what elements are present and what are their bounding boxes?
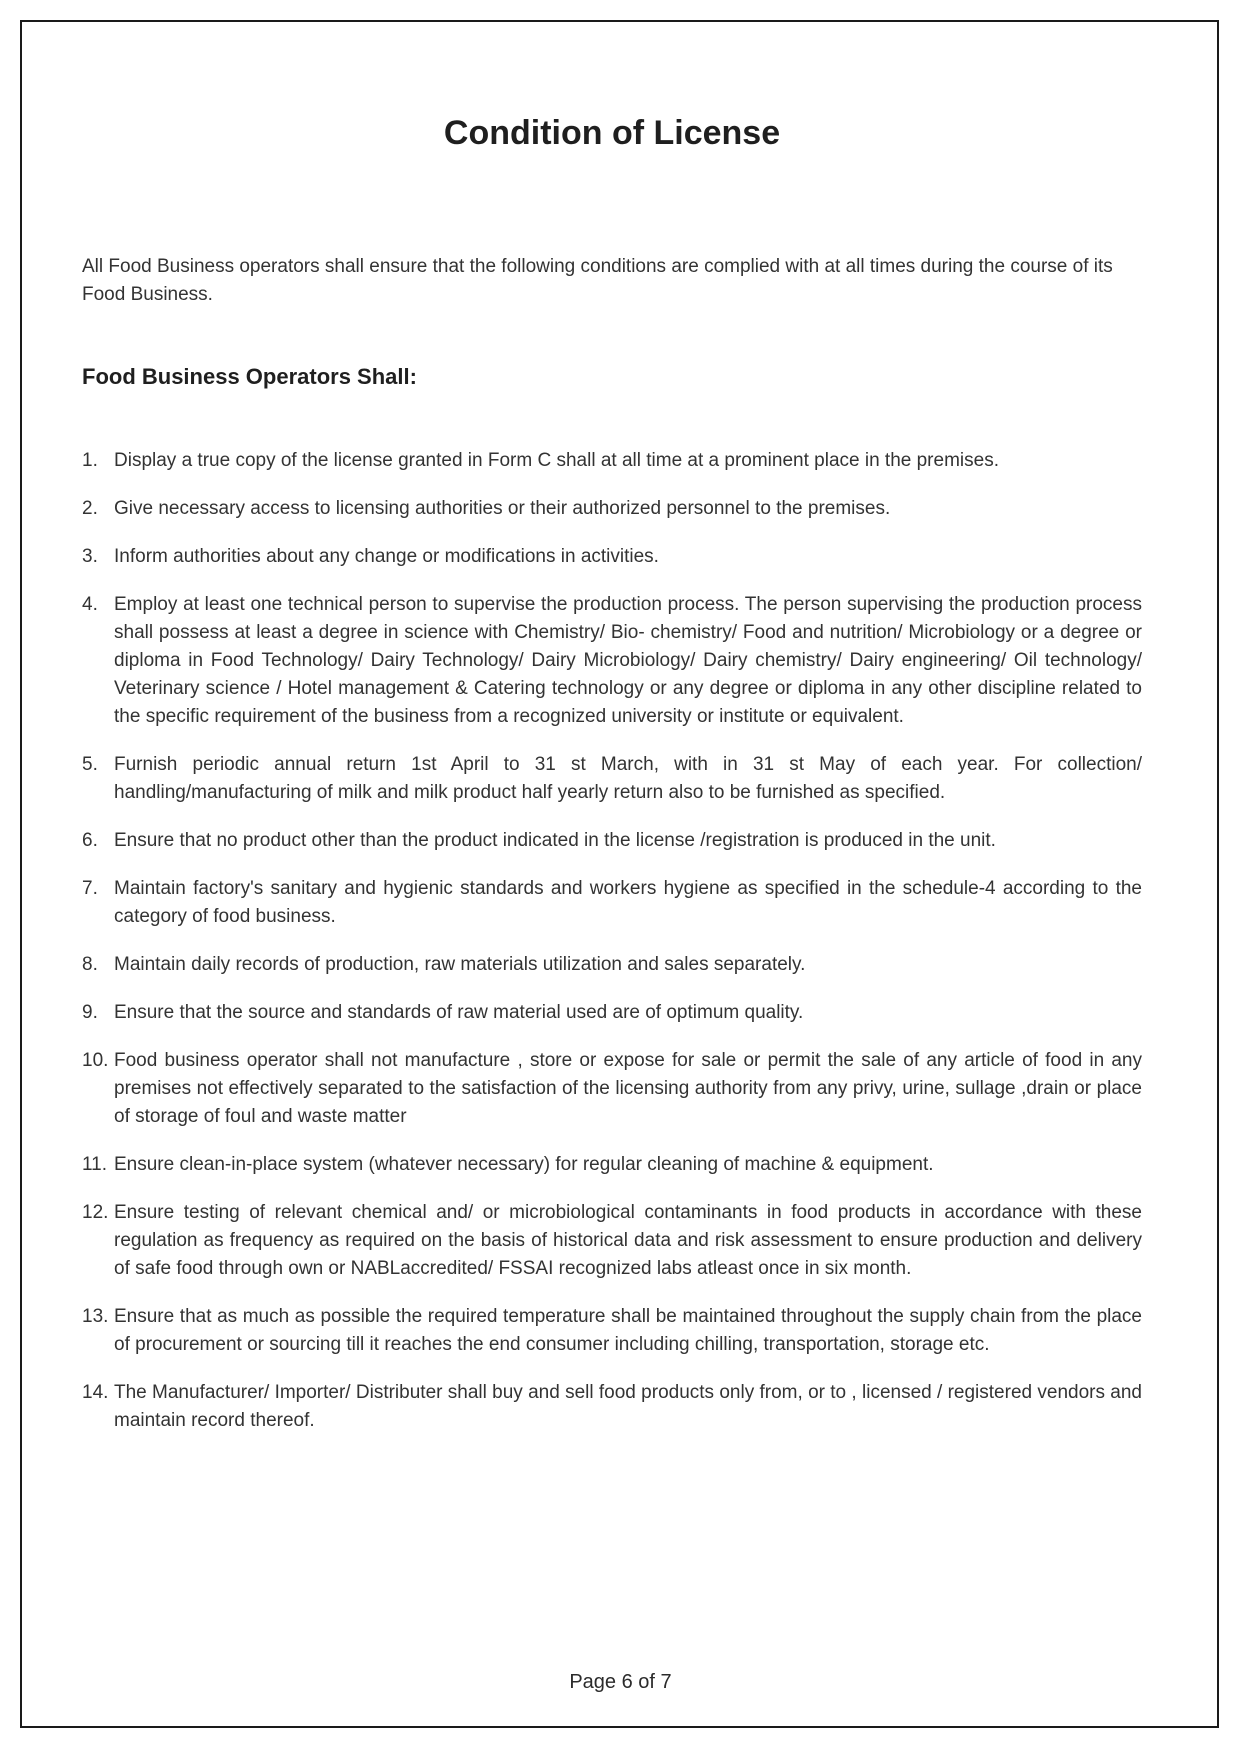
- list-item-number: 7.: [82, 878, 98, 899]
- list-item-text: Food business operator shall not manufacture , store or expose for sale or permit the sale of any article of food in any premises not effectively separated to the satisfaction of the licensing authority from any privy, urine, sullage ,drain or place of storage of foul and waste matter: [114, 1050, 1142, 1127]
- list-item-number: 9.: [82, 1002, 98, 1023]
- list-item-text: Inform authorities about any change or modifications in activities.: [114, 546, 659, 567]
- list-item-number: 5.: [82, 754, 98, 775]
- list-item-text: Ensure that the source and standards of raw material used are of optimum quality.: [114, 1002, 804, 1023]
- list-item-text: Ensure that as much as possible the required temperature shall be maintained throughout the supply chain from the place of procurement or sourcing till it reaches the end consumer including chilling, transportation, storage etc.: [114, 1306, 1142, 1355]
- list-item-number: 11.: [82, 1154, 108, 1175]
- list-item-number: 8.: [82, 954, 98, 975]
- list-item: [82, 1379, 1142, 1435]
- list-item-number: 12.: [82, 1202, 109, 1223]
- list-item-text: The Manufacturer/ Importer/ Distributer shall buy and sell food products only from, or to , licensed / registered vendors and maintain record thereof.: [114, 1382, 1142, 1431]
- list-item-number: 10.: [82, 1050, 109, 1071]
- list-item-text: Ensure testing of relevant chemical and/ or microbiological contaminants in food products in accordance with these regulation as frequency as required on the basis of historical data and risk assessment to ensure production and delivery of safe food through own or NABLaccredited/ FSSAI recognized labs atleast once in six month.: [114, 1202, 1142, 1279]
- list-item-text: Ensure clean-in-place system (whatever necessary) for regular cleaning of machine & equipment.: [114, 1154, 934, 1175]
- list-item: [82, 495, 1142, 523]
- list-item-text: Ensure that no product other than the product indicated in the license /registration is produced in the unit.: [114, 830, 996, 851]
- list-item-text: Employ at least one technical person to supervise the production process. The person supervising the production process shall possess at least a degree in science with Chemistry/ Bio- chemistry/ Food and nutrition/ Microbiology or a degree or diploma in Food Technology/ Dairy Technology/ Dairy Microbiology/ Dairy chemistry/ Dairy engineering/ Oil technology/ Veterinary science / Hotel management & Catering technology or any degree or diploma in any other discipline related to the specific requirement of the business from a recognized university or institute or equivalent.: [114, 594, 1142, 727]
- list-item: [82, 827, 1142, 855]
- list-item-text: Maintain factory's sanitary and hygienic standards and workers hygiene as specified in the schedule-4 according to the category of food business.: [114, 878, 1142, 927]
- list-item: [82, 951, 1142, 979]
- list-item-text: Furnish periodic annual return 1st April to 31 st March, with in 31 st May of each year. For collection/ handling/manufacturing of milk and milk product half yearly return also to be furnished as specified.: [114, 754, 1142, 803]
- list-item-number: 6.: [82, 830, 98, 851]
- page-title: Condition of License: [443, 114, 781, 152]
- list-item: [82, 751, 1142, 807]
- list-item-number: 1.: [82, 450, 98, 471]
- list-item-text: Maintain daily records of production, raw materials utilization and sales separately.: [114, 954, 806, 975]
- list-item-number: 13.: [82, 1306, 109, 1327]
- list-item: [82, 1151, 1142, 1179]
- section-heading: Food Business Operators Shall:: [82, 364, 417, 389]
- list-item: [82, 1047, 1142, 1131]
- list-item: [82, 1303, 1142, 1359]
- list-item-text: Display a true copy of the license granted in Form C shall at all time at a prominent place in the premises.: [114, 450, 999, 471]
- conditions-list: [82, 447, 1142, 1435]
- list-item-number: 4.: [82, 594, 98, 615]
- page-number: Page 6 of 7: [569, 1671, 672, 1693]
- list-item: [82, 543, 1142, 571]
- page-content: [82, 0, 1142, 1455]
- intro-paragraph: All Food Business operators shall ensure that the following conditions are complied with at all times during the course of its Food Business.: [82, 256, 1113, 305]
- list-item: [82, 447, 1142, 475]
- list-item: [82, 999, 1142, 1027]
- list-item-number: 14.: [82, 1382, 109, 1403]
- list-item-number: 3.: [82, 546, 98, 567]
- list-item: [82, 1199, 1142, 1283]
- list-item: [82, 591, 1142, 731]
- list-item: [82, 875, 1142, 931]
- list-item-text: Give necessary access to licensing authorities or their authorized personnel to the premises.: [114, 498, 891, 519]
- list-item-number: 2.: [82, 498, 98, 519]
